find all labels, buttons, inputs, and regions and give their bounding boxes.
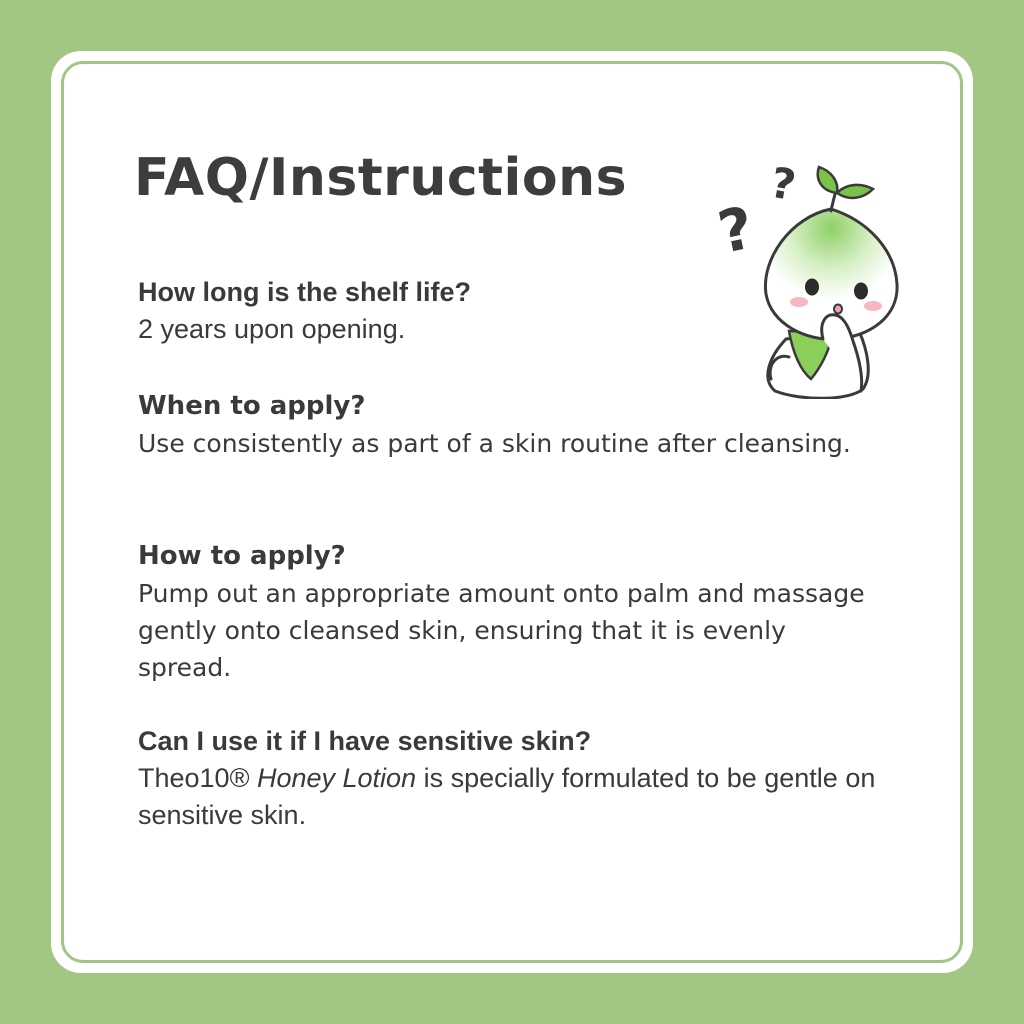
faq-item-when-to-apply [138, 388, 878, 462]
question-mark-icon: ? [712, 193, 760, 267]
product-name: Honey Lotion [256, 763, 417, 793]
faq-answer: Pump out an appropriate amount onto palm and massage gently onto cleansed skin, ensuring that it is evenly spread. [138, 579, 865, 682]
answer-prefix: Theo10® [138, 763, 257, 793]
outer-card [51, 51, 973, 973]
faq-card [61, 61, 963, 963]
page-title: FAQ/Instructions [134, 148, 628, 208]
faq-answer: Use consistently as part of a skin routine after cleansing. [138, 429, 851, 458]
faq-item-sensitive-skin [138, 723, 878, 834]
question-mark-icon: ? [766, 157, 800, 211]
faq-question: How long is the shelf life? [138, 277, 472, 307]
faq-answer: 2 years upon opening. [138, 314, 406, 344]
faq-question: When to apply? [138, 391, 366, 421]
answer-suffix: is specially formulated to be gentle on sensitive skin. [138, 763, 876, 830]
faq-answer [138, 760, 878, 834]
faq-question: How to apply? [138, 541, 346, 571]
faq-item-how-to-apply [138, 538, 878, 686]
faq-question: Can I use it if I have sensitive skin? [138, 726, 592, 756]
confused-seedling-mascot-icon [711, 109, 901, 399]
